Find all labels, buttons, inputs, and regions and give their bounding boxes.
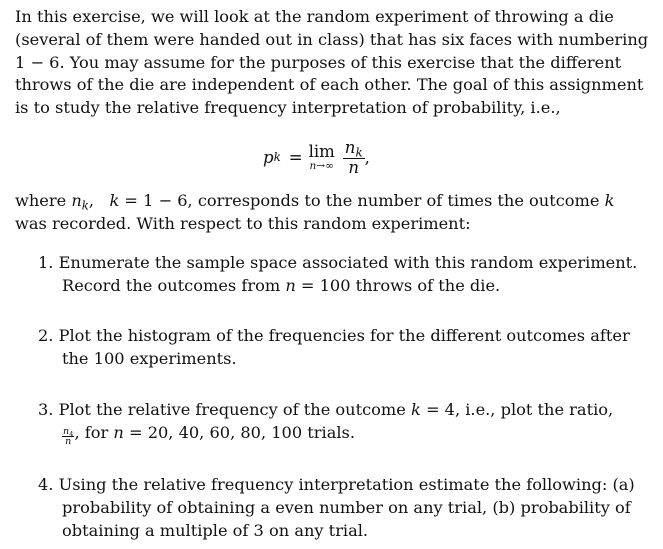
fraction-numerator [343, 138, 365, 159]
text-run: = 100 throws of the die. [295, 275, 501, 295]
var-sub: k [81, 198, 89, 213]
limit-subscript: n→∞ [309, 159, 334, 172]
frac-sub: 4 [69, 429, 74, 438]
definition-line: was recorded. With respect to this random experiment: [15, 213, 471, 233]
text-run: = 1 − 6, corresponds to the number of times the outcome [119, 191, 605, 210]
list-item [38, 399, 636, 446]
fraction-denominator [348, 159, 359, 177]
inline-fraction-denominator [65, 437, 71, 446]
text-run: Plot the histogram of the frequencies for the different outcomes after [58, 326, 630, 345]
text-run: = 20, 40, 60, 80, 100 trials. [123, 422, 355, 442]
text-run: Plot the relative frequency of the outcome [58, 400, 411, 419]
text-run: where [15, 191, 72, 210]
var-k: k [109, 191, 120, 210]
equation-lhs: p [263, 147, 274, 167]
equation-lhs-subscript: k [273, 150, 281, 164]
var-k: k [411, 400, 421, 419]
item-line: the 100 experiments. [62, 348, 237, 368]
text-run: Record the outcomes from [62, 275, 286, 295]
item-line [38, 474, 636, 497]
numerator-sub: k [355, 144, 363, 159]
definition-line [15, 190, 640, 213]
text-run: , [88, 191, 110, 210]
list-item [38, 252, 636, 298]
text-run: , for [74, 422, 114, 442]
intro-line: In this exercise, we will look at the random experiment of throwing a die [15, 7, 614, 26]
definition-paragraph [15, 190, 640, 236]
text-run: = 4, i.e., plot the ratio, [420, 400, 614, 419]
inline-fraction [62, 427, 74, 446]
frac-var: n [63, 425, 70, 437]
text-run: Using the relative frequency interpretation estimate the following: (a) [58, 475, 635, 494]
intro-line: 1 − 6. You may assume for the purposes of this exercise that the different [15, 52, 622, 72]
item-line [38, 252, 636, 275]
item-number: 1. [38, 253, 54, 272]
intro-line: is to study the relative frequency interpretation of probability, i.e., [15, 98, 561, 118]
numerator-var: n [344, 137, 356, 157]
equation-equals: = [288, 147, 303, 167]
var-n: n [285, 275, 296, 295]
limit-operator [309, 143, 335, 172]
intro-line: (several of them were handed out in class) that has six faces with numbering [15, 29, 649, 49]
var-k: k [604, 191, 615, 210]
probability-equation [263, 132, 370, 182]
item-line [38, 422, 636, 446]
intro-line: throws of the die are independent of each other. The goal of this assignment [15, 75, 644, 95]
denominator-var: n [348, 157, 360, 177]
list-item [38, 474, 636, 542]
item-number: 2. [38, 326, 54, 345]
equation-fraction [343, 138, 365, 177]
text-run: Enumerate the sample space associated with this random experiment. [58, 253, 638, 272]
intro-paragraph [15, 6, 649, 120]
item-number: 4. [38, 475, 54, 494]
item-line [38, 399, 636, 422]
list-item [38, 325, 636, 371]
item-line [38, 325, 636, 348]
item-number: 3. [38, 400, 54, 419]
item-line [38, 275, 636, 298]
item-line: obtaining a multiple of 3 on any trial. [62, 520, 369, 540]
var-n: n [113, 422, 124, 442]
item-line: probability of obtaining a even number on any trial, (b) probability of [62, 497, 631, 517]
limit-word: lim [308, 141, 335, 161]
frac-den: n [65, 435, 72, 447]
equation-trailing-comma: , [364, 147, 370, 167]
var-n: n [71, 191, 82, 210]
